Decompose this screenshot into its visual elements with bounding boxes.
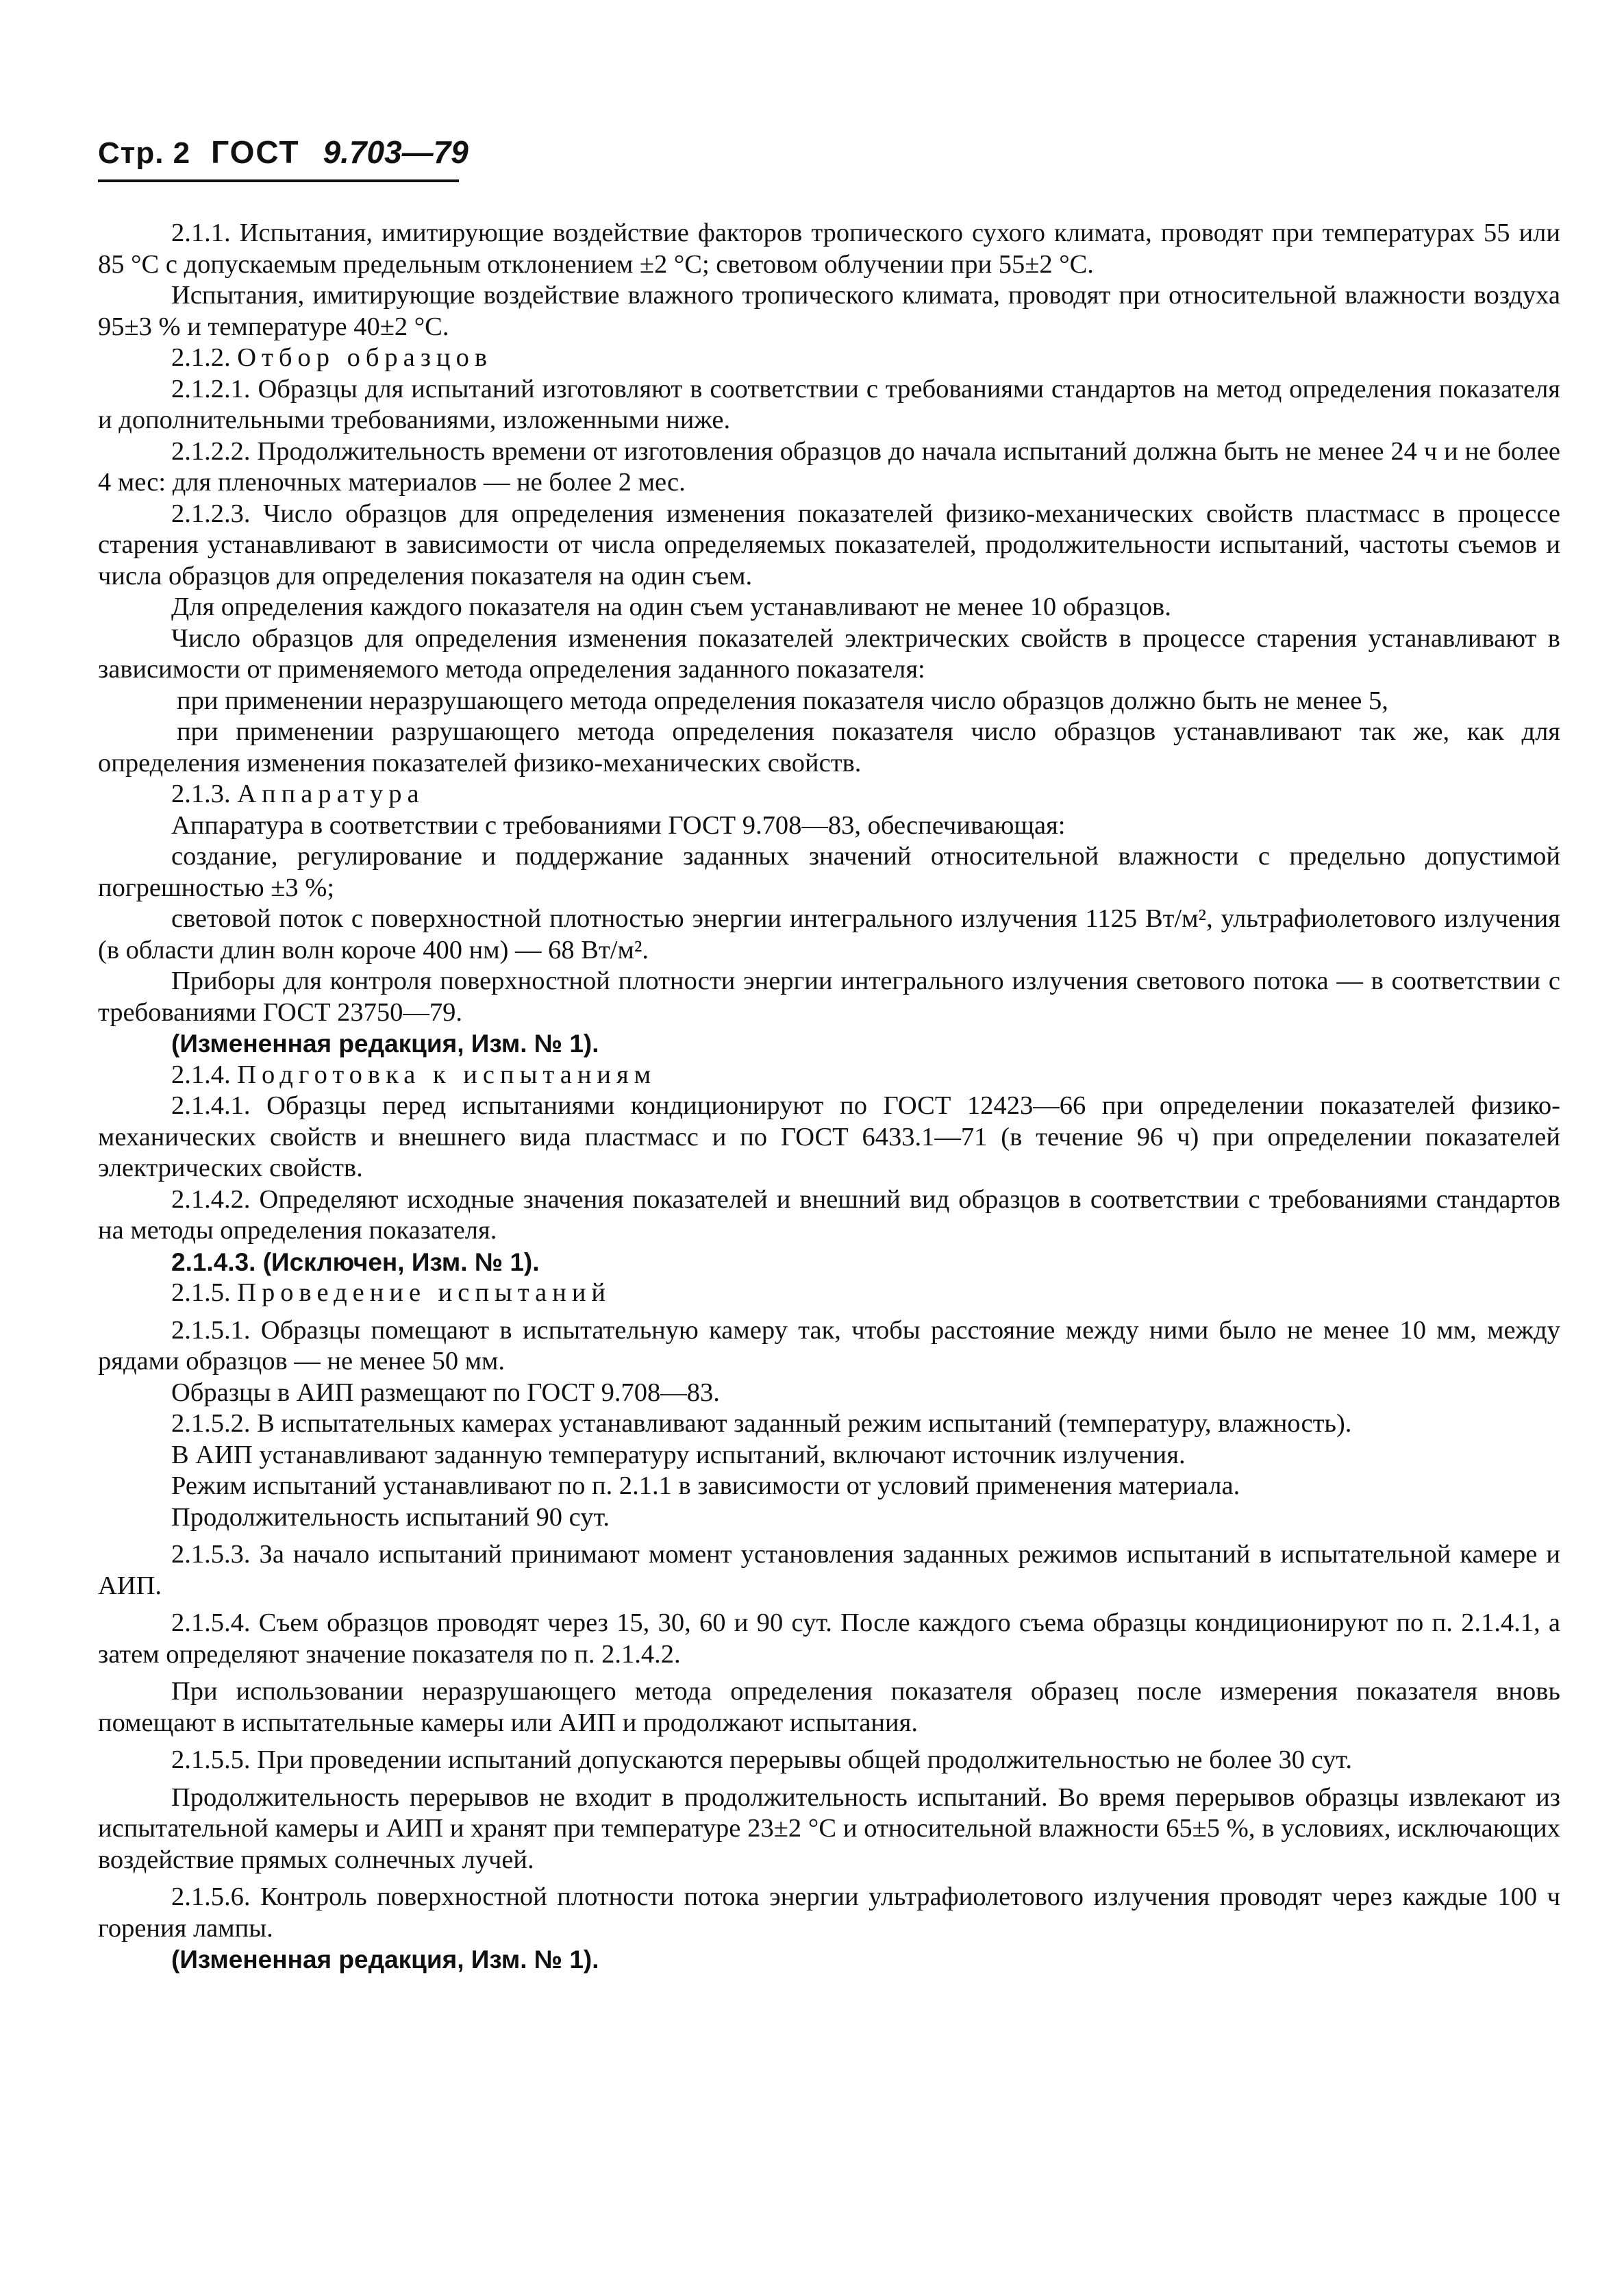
amendment-note: (Измененная редакция, Изм. № 1). <box>171 1945 599 1974</box>
paragraph-2-1-5-4: 2.1.5.4. Съем образцов проводят через 15, 30, 60 и 90 сут. После каждого съема образцы кондиционируют по п. 2.1.4.1, а затем определяют значение показателя по п. 2.1.4.2. <box>98 1608 1560 1669</box>
paragraph-2-1-4-2: 2.1.4.2. Определяют исходные значения показателей и внешний вид образцов в соответствии с требованиями стандартов на методы определения показателя. <box>98 1184 1560 1245</box>
section-number: 2.1.5. <box>171 1278 231 1307</box>
section-heading-preparation <box>98 1060 1560 1091</box>
paragraph-test-mode: Режим испытаний устанавливают по п. 2.1.1 в зависимости от условий применения материала. <box>171 1471 1240 1500</box>
document-body <box>98 218 1560 1976</box>
standard-number: 9.703—79 <box>323 134 469 170</box>
standard-label: ГОСТ <box>211 134 300 170</box>
paragraph-sample-count: Для определения каждого показателя на один съем устанавливают не менее 10 образцов. <box>171 593 1171 621</box>
section-title: Подготовка к испытаниям <box>237 1060 657 1089</box>
section-heading-apparatus <box>98 779 1560 810</box>
paragraph-electrical-samples: Число образцов для определения изменения показателей электрических свойств в процессе старения устанавливают в зависимости от применяемого метода определения заданного показателя: <box>98 623 1560 684</box>
paragraph-instruments: Приборы для контроля поверхностной плотности энергии интегрального излучения светового потока — в соответствии с требованиями ГОСТ 23750—79. <box>98 967 1560 1027</box>
section-heading-sampling <box>98 343 1560 374</box>
paragraph-nondestructive-method: При использовании неразрушающего метода определения показателя образец после измерения показателя вновь помещают в испытательные камеры или АИП и продолжают испытания. <box>98 1677 1560 1737</box>
paragraph-humidity-control: создание, регулирование и поддержание заданных значений относительной влажности с предельно допустимой погрешностью ±3 %; <box>98 842 1560 902</box>
paragraph-2-1-1: 2.1.1. Испытания, имитирующие воздействие факторов тропического сухого климата, проводят при температурах 55 или 85 °С с допускаемым предельным отклонением ±2 °С; световом облучении при 55±2 °С. <box>98 219 1560 279</box>
section-number: 2.1.3. <box>171 780 231 808</box>
section-title: Отбор образцов <box>237 343 493 372</box>
section-number: 2.1.4. <box>171 1060 231 1089</box>
section-number: 2.1.2. <box>171 343 231 372</box>
paragraph-breaks: Продолжительность перерывов не входит в продолжительность испытаний. Во время перерывов образцы извлекают из испытательной камеры и АИП и хранят при температуре 23±2 °С и относительной влажности 65±5 %, в условиях, исключающих воздействие прямых солнечных лучей. <box>98 1782 1560 1874</box>
paragraph-2-1-5-3: 2.1.5.3. За начало испытаний принимают момент установления заданных режимов испытаний в испытательной камере и АИП. <box>98 1540 1560 1600</box>
paragraph-aip-temperature: В АИП устанавливают заданную температуру испытаний, включают источник излучения. <box>171 1440 1186 1469</box>
page-header <box>98 134 469 171</box>
section-heading-testing <box>98 1278 1560 1309</box>
paragraph-humid-climate: Испытания, имитирующие воздействие влажного тропического климата, проводят при относительной влажности воздуха 95±3 % и температуре 40±2 °С. <box>98 281 1560 341</box>
paragraph-2-1-5-2: 2.1.5.2. В испытательных камерах устанавливают заданный режим испытаний (температуру, влажность). <box>171 1409 1352 1438</box>
paragraph-2-1-5-1: 2.1.5.1. Образцы помещают в испытательную камеру так, чтобы расстояние между ними было не менее 10 мм, между рядами образцов — не менее 50 мм. <box>98 1315 1560 1376</box>
paragraph-destructive: при применении разрушающего метода определения показателя число образцов устанавливают так же, как для определения изменения показателей физико-механических свойств. <box>98 717 1560 777</box>
paragraph-apparatus: Аппаратура в соответствии с требованиями ГОСТ 9.708—83, обеспечивающая: <box>171 810 1066 840</box>
paragraph-nondestructive: при применении неразрушающего метода определения показателя число образцов должно быть не менее 5, <box>177 686 1388 715</box>
paragraph-2-1-2-2: 2.1.2.2. Продолжительность времени от изготовления образцов до начала испытаний должна быть не менее 24 ч и не более 4 мес: для пленочных материалов — не более 2 мес. <box>98 436 1560 497</box>
paragraph-2-1-2-1: 2.1.2.1. Образцы для испытаний изготовляют в соответствии с требованиями стандартов на метод определения показателя и дополнительными требованиями, изложенными ниже. <box>98 374 1560 434</box>
page-number: Стр. 2 <box>98 136 191 170</box>
section-title: Аппаратура <box>237 780 425 808</box>
paragraph-2-1-2-3: 2.1.2.3. Число образцов для определения изменения показателей физико-механических свойств пластмасс в процессе старения устанавливают в зависимости от числа определяемых показателей, продолжительности испытаний, частоты съемов и числа образцов для определения показателя на один съем. <box>98 499 1560 590</box>
paragraph-2-1-4-1: 2.1.4.1. Образцы перед испытаниями кондиционируют по ГОСТ 12423—66 при определении показателей физико-механических свойств и внешнего вида пластмасс и по ГОСТ 6433.1—71 (в течение 96 ч) при определении показателей электрических свойств. <box>98 1091 1560 1182</box>
paragraph-test-duration: Продолжительность испытаний 90 сут. <box>171 1502 610 1532</box>
paragraph-aip-placement: Образцы в АИП размещают по ГОСТ 9.708—83. <box>171 1378 720 1407</box>
paragraph-2-1-5-5: 2.1.5.5. При проведении испытаний допускаются перерывы общей продолжительностью не более 30 сут. <box>171 1745 1352 1774</box>
amendment-note: (Измененная редакция, Изм. № 1). <box>171 1030 599 1058</box>
paragraph-2-1-5-6: 2.1.5.6. Контроль поверхностной плотности потока энергии ультрафиолетового излучения проводят через каждые 100 ч горения лампы. <box>98 1882 1560 1943</box>
section-title: Проведение испытаний <box>237 1278 612 1307</box>
header-rule <box>98 179 459 182</box>
paragraph-light-flux: световой поток с поверхностной плотностью энергии интегрального излучения 1125 Вт/м², ультрафиолетового излучения (в области длин волн короче 400 нм) — 68 Вт/м². <box>98 904 1560 965</box>
excluded-note: 2.1.4.3. (Исключен, Изм. № 1). <box>171 1247 540 1276</box>
